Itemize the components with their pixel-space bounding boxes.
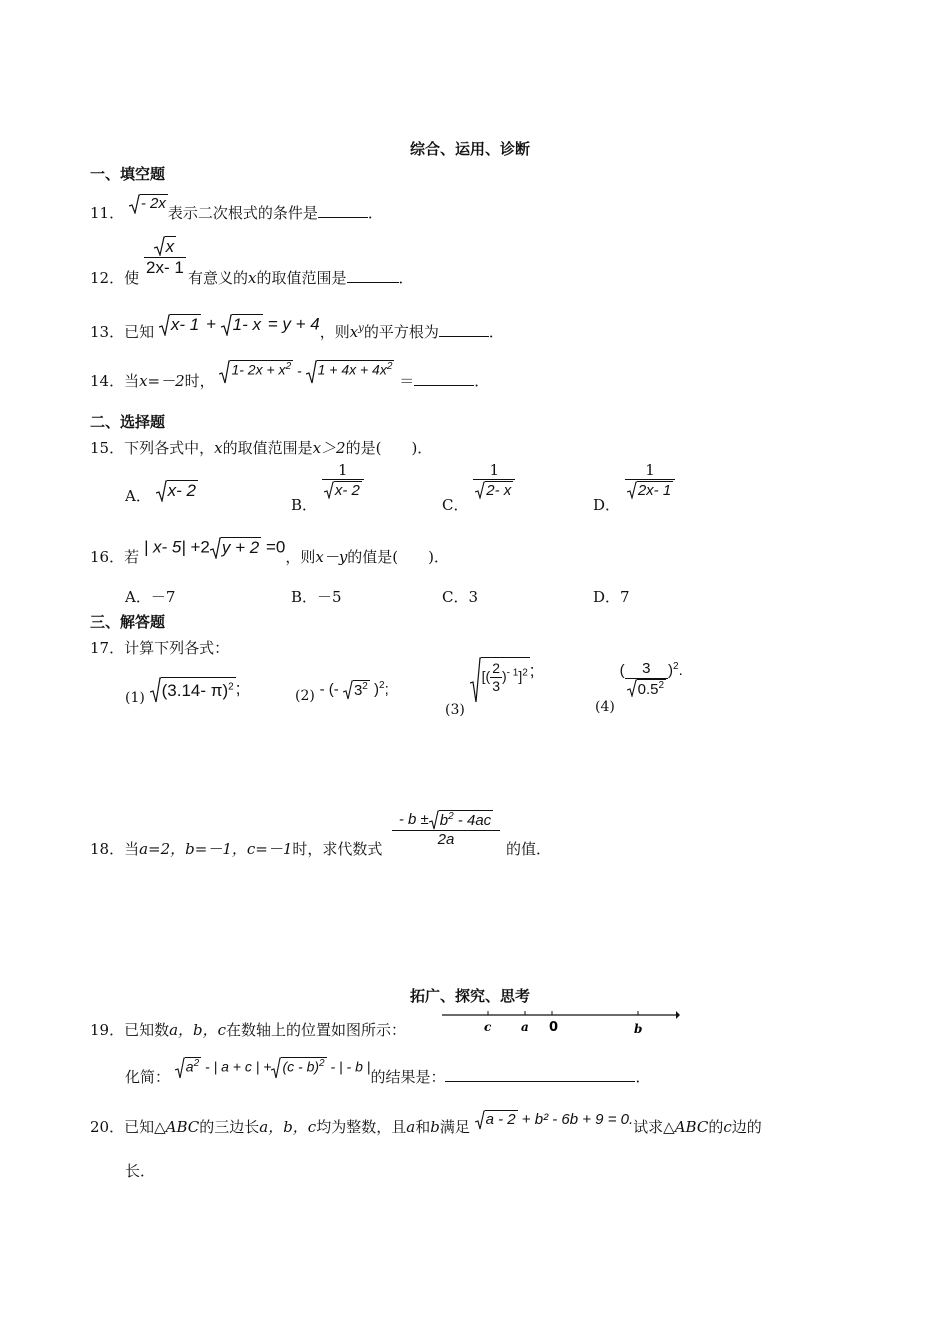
question-11: 11． - 2x 表示二次根式的条件是 ． (90, 195, 383, 222)
question-15: 15．下列各式中，x的取值范围是x＞2的是( )． (90, 439, 433, 457)
q13-number: 13．已知 (90, 323, 155, 341)
label-c: c (484, 1020, 492, 1034)
q18-number: 18．当 (90, 840, 140, 858)
q19-number: 19．已知数 (90, 1021, 170, 1039)
q14-number: 14．当 (90, 372, 140, 390)
q11-answer-blank[interactable] (318, 217, 368, 218)
q12-answer-blank[interactable] (347, 282, 399, 283)
page-title: 综合、运用、诊断 (410, 140, 531, 158)
q19-answer-blank[interactable] (445, 1081, 635, 1082)
question-20: 20．已知△ABC的三边长a，b，c均为整数，且a和b满足 a - 2 + b² - 6b + 9 = 0.试求△ABC的c边的 (90, 1111, 762, 1136)
q20-line-2: 长． (125, 1162, 156, 1180)
section-solve: 三、解答题 (90, 613, 166, 631)
q14-answer-blank[interactable] (414, 385, 474, 386)
question-17: 17．计算下列各式： (90, 639, 230, 657)
q15-option-b[interactable]: B． $\frac{1}{x- 2}$ (291, 461, 364, 499)
question-13: 13．已知 x- 1 + 1- x = y + 4，则$x^y$的平方根为 ． (90, 314, 504, 341)
q15-option-d[interactable]: D． $\frac{1}{2x- 1}$ (593, 461, 675, 499)
question-16: 16．若 | x- 5| +2 y + 2 =0，则x－y的值是( )． (90, 537, 450, 566)
section-fill-blank: 一、填空题 (90, 165, 166, 183)
q16-option-c[interactable]: C．3 (442, 588, 479, 606)
q17-part-3: (3) [( $\frac{2}{3}$ )$^{- 1}$]$^2$ ; (445, 657, 535, 703)
q17-part-4: (4) ( $\frac{3}{0.5^2}$ )$^2$. (595, 660, 683, 716)
q19-simplify: 化简： $a^2$ - | a + c | + (c - b)$^2$ - | - b |的结果是： ． (125, 1058, 651, 1086)
q20-number: 20．已知△ (90, 1118, 166, 1136)
q16-option-a[interactable]: A．－7 (125, 588, 176, 606)
q16-equation: | x- 5| +2 y + 2 =0 (143, 537, 286, 557)
q11-number: 11． (90, 204, 125, 222)
q20-equation: a - 2 + b² - 6b + 9 = 0. (475, 1110, 634, 1130)
q18-formula: - b ± $b^2 - 4ac$ 2a (392, 810, 500, 849)
question-19: 19．已知数a，b，c在数轴上的位置如图所示： (90, 1021, 407, 1039)
q14-expression: 1- $2x + x^2$ - $1 + 4x + 4x^2$ (219, 360, 394, 384)
label-a: a (521, 1020, 529, 1034)
q16-number: 16．若 (90, 548, 140, 566)
q16-option-d[interactable]: D．7 (593, 588, 630, 606)
q12-fraction: $\frac{x}{2x- 1}$ (146, 237, 184, 277)
label-b: b (634, 1022, 643, 1036)
number-line (440, 1007, 680, 1037)
q17-part-1: (1) (3.14- π)$^2$ ; (125, 679, 241, 706)
q13-answer-blank[interactable] (439, 336, 489, 337)
question-14: 14．当x=－2时， 1- $2x + x^2$ - $1 + 4x + 4x^2$ ＝ ． (90, 361, 490, 390)
q17-part-2: (2) - (- $3^2$ )$^2$; (295, 680, 389, 704)
q12-number: 12．使 (90, 269, 140, 287)
section-multiple-choice: 二、选择题 (90, 413, 166, 431)
q15-option-a[interactable]: A． x- 2 (125, 481, 196, 505)
section-title-2: 拓广、探究、思考 (410, 987, 531, 1005)
q13-equation: x- 1 + 1- x = y + 4 (159, 314, 320, 336)
q11-radical: - 2x (129, 194, 168, 214)
q19-expression: $a^2$ - | a + c | + (c - b)$^2$ - | - b | (175, 1057, 371, 1079)
q16-option-b[interactable]: B．－5 (291, 588, 342, 606)
q15-number: 15．下列各式中， (90, 439, 215, 457)
label-zero: 0 (549, 1020, 559, 1035)
q15-option-c[interactable]: C． $\frac{1}{2- x}$ (442, 461, 515, 499)
